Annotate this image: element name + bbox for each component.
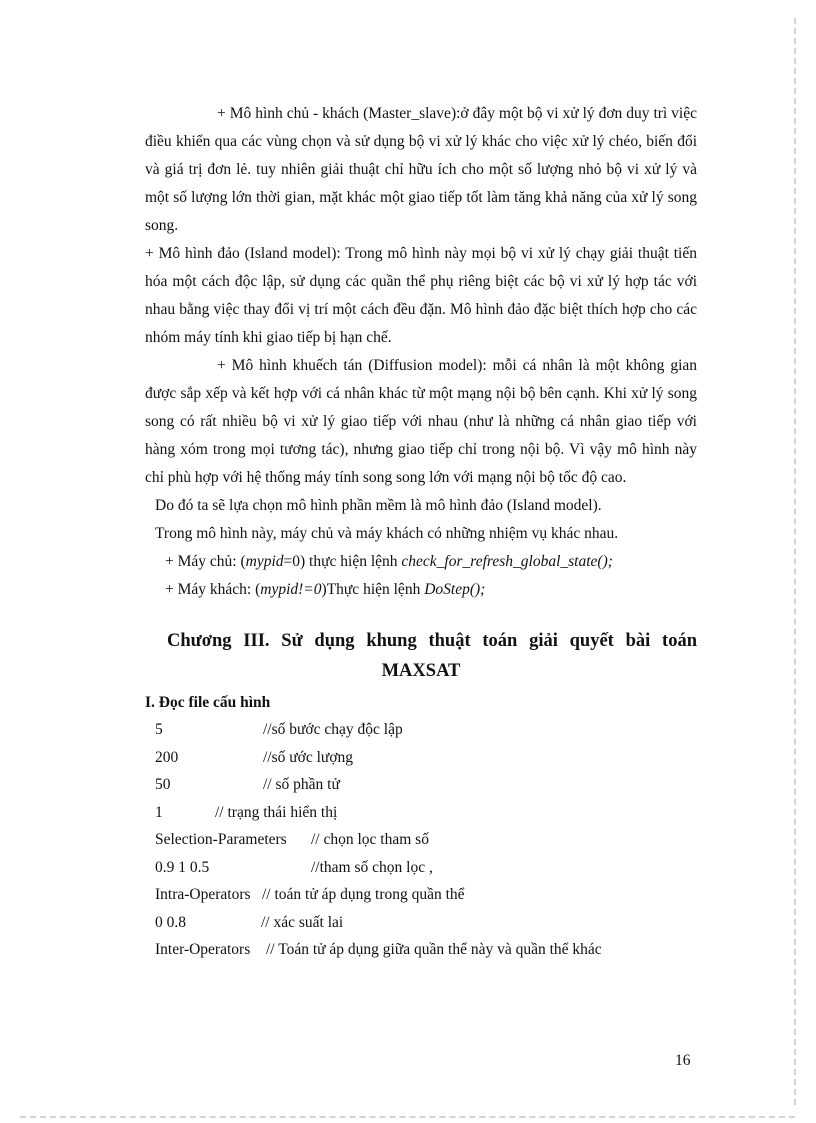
client-command: DoStep();: [424, 581, 486, 598]
server-mid: =0) thực hiện lệnh: [283, 553, 402, 570]
config-listing: [145, 716, 697, 964]
config-comment: //số ước lượng: [263, 748, 354, 766]
config-comment: // xác suất lai: [261, 913, 344, 931]
config-comment: // chọn lọc tham số: [311, 831, 429, 848]
config-value: Intra-Operators: [155, 886, 251, 903]
chapter-title: [145, 626, 697, 686]
page-number: 16: [675, 1052, 691, 1069]
server-prefix: + Máy chủ: (: [165, 553, 246, 570]
document-body: [145, 100, 697, 964]
config-line: [145, 881, 697, 909]
section-title: I. Đọc file cấu hình: [145, 694, 271, 711]
config-comment: //số bước chạy độc lập: [263, 721, 403, 738]
config-line: [145, 744, 697, 772]
config-comment: // Toán tử áp dụng giữa quần thể này và quần thể khác: [266, 941, 602, 958]
paragraph-island-text: + Mô hình đảo (Island model): Trong mô hình này mọi bộ vi xử lý chạy giải thuật tiến hóa một cách độc lập, sử dụng các quần thể phụ riêng biệt các bộ vi xử lý hợp tác với nhau bằng việc thay đổi vị trí một cách đều đặn. Mô hình đảo đặc biệt thích hợp cho các nhóm máy tính khi giao tiếp bị hạn chế.: [145, 245, 697, 346]
page-border-bottom: [20, 1116, 795, 1118]
config-line: [145, 826, 697, 854]
chapter-title-line1: Chương III. Sử dụng khung thuật toán giải quyết bài toán: [167, 631, 697, 651]
config-line: [145, 771, 697, 799]
client-var: mypid!=0: [260, 581, 322, 598]
config-comment: // trạng thái hiển thị: [215, 803, 338, 821]
config-line: [145, 936, 697, 964]
paragraph-diffusion: + Mô hình khuếch tán (Diffusion model): mỗi cá nhân là một không gian được sắp xếp và kết hợp với cá nhân khác từ một mạng nội bộ bên cạnh. Khi xử lý song song có rất nhiều bộ vi xử lý giao tiếp với nhau (như là những cá nhân giao tiếp với hàng xóm trong mọi tương tác), nhưng giao tiếp chỉ trong nội bộ. Vì vậy mô hình này chỉ phù hợp với hệ thống máy tính song song lớn với mạng nội bộ tốc độ cao.: [145, 357, 697, 486]
page-border-right: [794, 18, 796, 1105]
config-line: [145, 716, 697, 744]
client-mid: )Thực hiện lệnh: [321, 581, 425, 598]
config-value: Inter-Operators: [155, 941, 251, 958]
config-value: 50: [155, 776, 171, 793]
config-comment: // toán tử áp dụng trong quần thể: [262, 886, 465, 903]
config-line: [145, 799, 697, 827]
config-value: 1: [155, 803, 163, 821]
config-line: [145, 854, 697, 882]
paragraph-choice: Do đó ta sẽ lựa chọn mô hình phần mềm là mô hình đảo (Island model).: [155, 497, 602, 514]
client-prefix: + Máy khách: (: [165, 581, 261, 598]
server-command: check_for_refresh_global_state();: [401, 553, 613, 570]
chapter-title-line2: MAXSAT: [381, 661, 461, 681]
config-value: 0 0.8: [155, 913, 186, 931]
config-comment: // số phần tử: [263, 776, 340, 793]
paragraph-island: [145, 240, 697, 352]
paragraph-roles: Trong mô hình này, máy chủ và máy khách có những nhiệm vụ khác nhau.: [155, 525, 619, 542]
config-value: 0.9 1 0.5: [155, 858, 210, 876]
config-value: 200: [155, 748, 179, 766]
paragraph-master-slave: + Mô hình chủ - khách (Master_slave):ở đây một bộ vi xử lý đơn duy trì việc điều khiển qua các vùng chọn và sử dụng bộ vi xử lý khác cho việc xử lý chéo, biến đổi và giá trị đơn lẻ. tuy nhiên giải thuật chỉ hữu ích cho một số lượng nhỏ bộ vi xử lý và một số lượng lớn thời gian, mặt khác một giao tiếp tốt làm tăng khả năng của xử lý song song.: [145, 105, 697, 234]
client-line: [145, 576, 697, 604]
server-line: [145, 548, 697, 576]
config-value: Selection-Parameters: [155, 831, 287, 848]
server-var: mypid: [245, 553, 284, 570]
config-value: 5: [155, 721, 163, 738]
config-comment: //tham số chọn lọc ,: [311, 858, 433, 876]
config-line: [145, 909, 697, 937]
